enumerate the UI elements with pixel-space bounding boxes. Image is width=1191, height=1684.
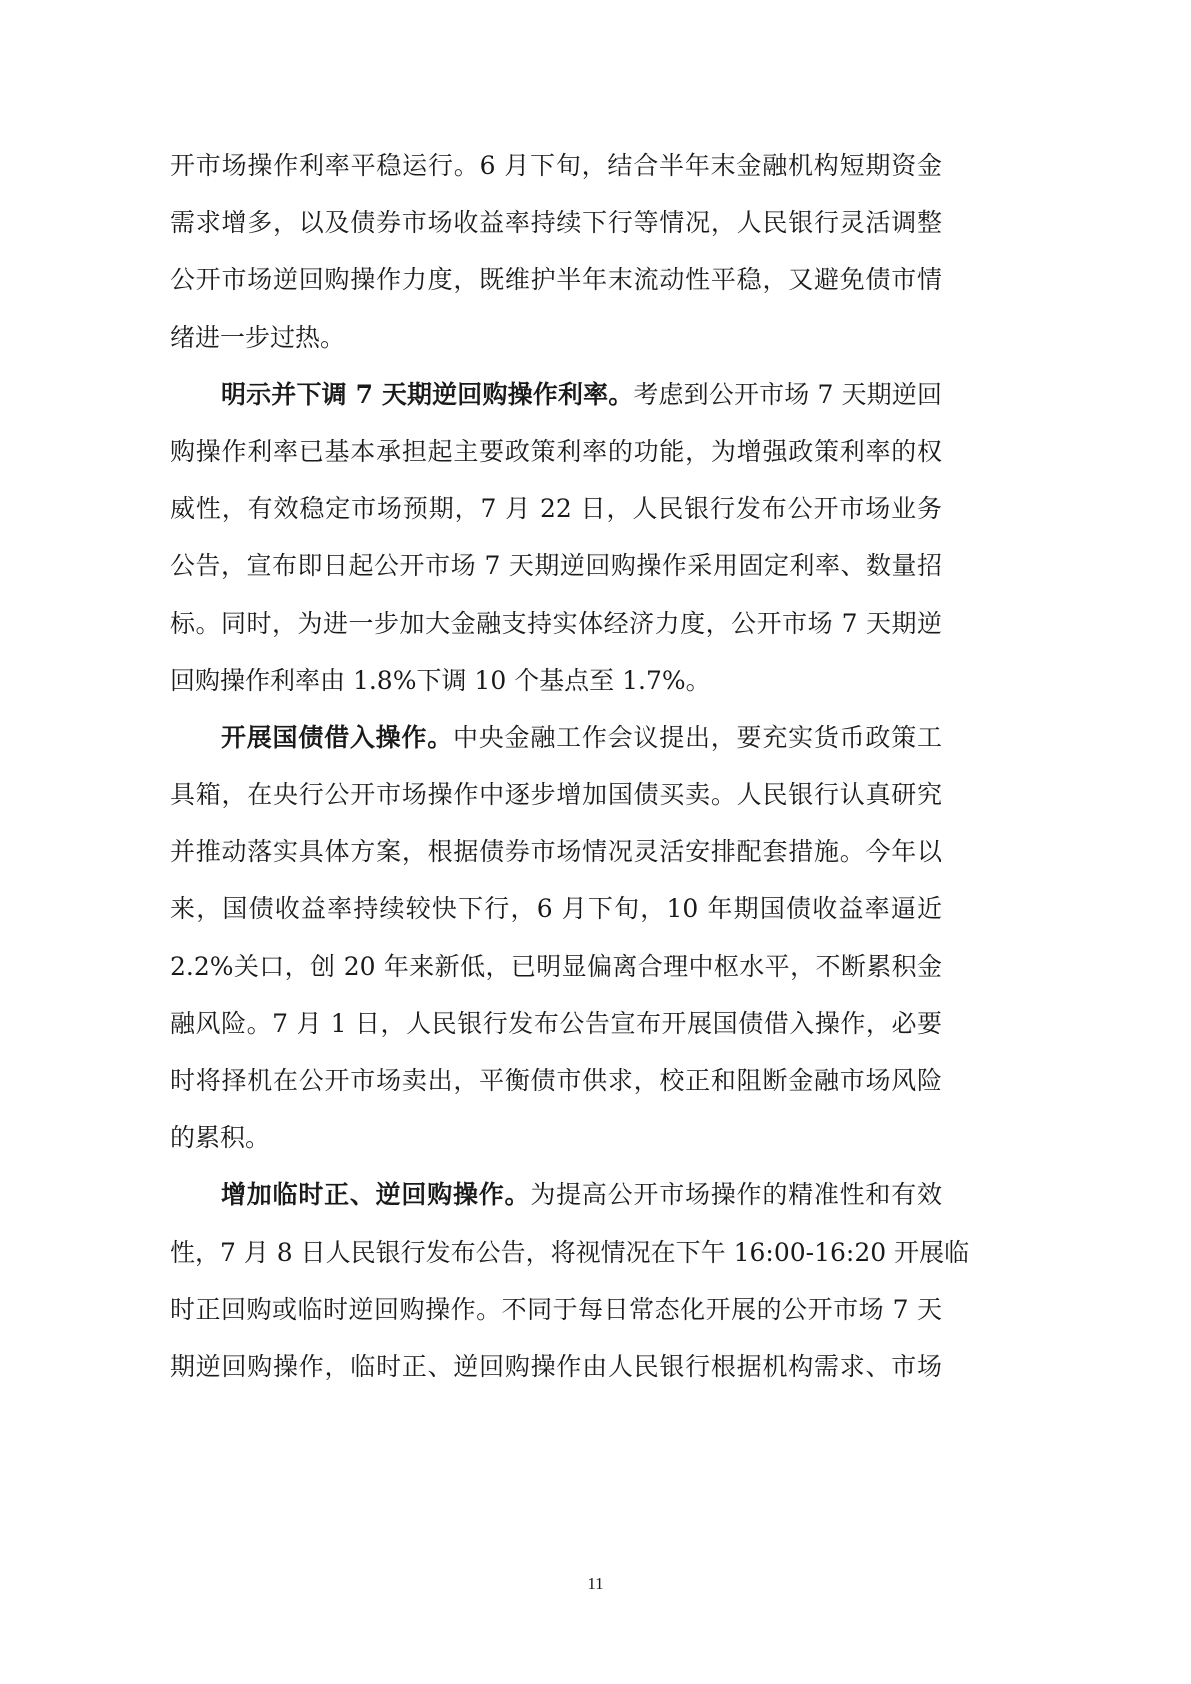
text-line (170, 366, 942, 423)
text-line: 公告，宣布即日起公开市场 7 天期逆回购操作采用固定利率、数量招 (170, 551, 942, 581)
document-body (170, 137, 970, 1395)
text-line: 2.2%关口，创 20 年来新低，已明显偏离合理中枢水平，不断累积金 (170, 951, 942, 981)
paragraph-heading: 开展国债借入操作。 (221, 722, 453, 752)
text-run: 中央金融工作会议提出，要充实货币政策工 (453, 722, 942, 752)
text-line: 开市场操作利率平稳运行。6 月下旬，结合半年末金融机构短期资金 (170, 151, 942, 180)
text-line: 期逆回购操作，临时正、逆回购操作由人民银行根据机构需求、市场 (170, 1351, 942, 1381)
text-line: 时正回购或临时逆回购操作。不同于每日常态化开展的公开市场 7 天 (170, 1294, 942, 1324)
paragraph-heading: 增加临时正、逆回购操作。 (221, 1180, 531, 1210)
text-line: 需求增多，以及债券市场收益率持续下行等情况，人民银行灵活调整 (170, 208, 942, 238)
text-line: 购操作利率已基本承担起主要政策利率的功能，为增强政策利率的权 (170, 436, 942, 466)
paragraph (170, 366, 942, 709)
text-line: 具箱，在央行公开市场操作中逐步增加国债买卖。人民银行认真研究 (170, 780, 942, 810)
text-line: 融风险。7 月 1 日，人民银行发布公告宣布开展国债借入操作，必要 (170, 1008, 942, 1038)
text-line: 来，国债收益率持续较快下行，6 月下旬，10 年期国债收益率逼近 (170, 894, 942, 924)
text-line: 标。同时，为进一步加大金融支持实体经济力度，公开市场 7 天期逆 (170, 608, 942, 638)
text-line: 回购操作利率由 1.8%下调 10 个基点至 1.7%。 (170, 665, 711, 695)
text-line: 性，7 月 8 日人民银行发布公告，将视情况在下午 16:00-16:20 开展临 (170, 1237, 970, 1267)
text-line (170, 1166, 942, 1223)
paragraph (170, 137, 942, 366)
text-line (170, 709, 942, 766)
text-line: 公开市场逆回购操作力度，既维护半年末流动性平稳，又避免债市情 (170, 265, 942, 295)
text-line: 并推动落实具体方案，根据债券市场情况灵活安排配套措施。今年以 (170, 837, 942, 867)
text-run: 考虑到公开市场 7 天期逆回 (633, 379, 942, 409)
text-line: 威性，有效稳定市场预期，7 月 22 日，人民银行发布公开市场业务 (170, 494, 942, 524)
text-line: 的累积。 (170, 1123, 271, 1153)
page-number: 11 (587, 1574, 604, 1593)
paragraph (170, 1166, 970, 1395)
text-line: 时将择机在公开市场卖出，平衡债市供求，校正和阻断金融市场风险 (170, 1066, 942, 1095)
paragraph-heading: 明示并下调 7 天期逆回购操作利率。 (221, 379, 634, 409)
text-run: 为提高公开市场操作的精准性和有效 (530, 1180, 942, 1210)
paragraph (170, 709, 942, 1167)
text-line: 绪进一步过热。 (170, 322, 346, 352)
